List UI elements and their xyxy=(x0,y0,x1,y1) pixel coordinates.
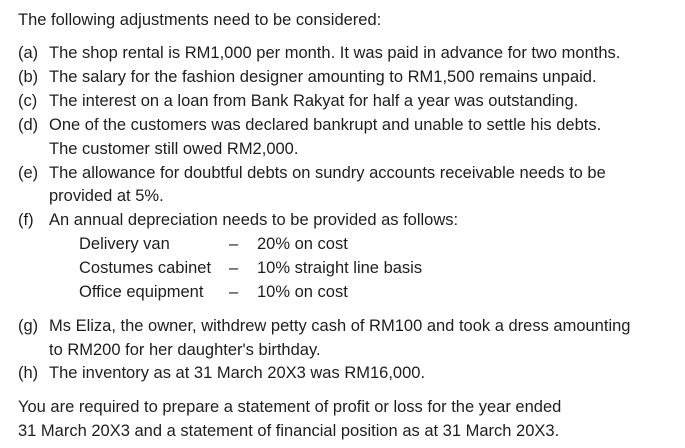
instruction-line: 31 March 20X3 and a statement of financial position as at 31 March 20X3. xyxy=(18,422,560,440)
depreciation-dash: – xyxy=(229,235,239,253)
item-text: The salary for the fashion designer amounting to RM1,500 remains unpaid. xyxy=(49,68,597,86)
item-e xyxy=(18,164,606,183)
item-label: (d) xyxy=(18,116,39,134)
item-text: One of the customers was declared bankrupt and unable to settle his debts. xyxy=(49,116,602,134)
item-a xyxy=(18,44,620,63)
depreciation-row xyxy=(79,259,422,278)
item-d xyxy=(18,116,601,135)
instruction-line: You are required to prepare a statement of profit or loss for the year ended xyxy=(18,398,562,416)
depreciation-rate: 10% straight line basis xyxy=(257,259,423,277)
item-text: The allowance for doubtful debts on sundry accounts receivable needs to be xyxy=(49,164,606,182)
depreciation-rate: 10% on cost xyxy=(257,283,348,301)
item-b xyxy=(18,68,597,87)
item-text: The inventory as at 31 March 20X3 was RM16,000. xyxy=(49,364,426,382)
item-label: (b) xyxy=(18,68,39,86)
item-label: (c) xyxy=(18,92,38,110)
item-f xyxy=(18,211,458,230)
depreciation-row xyxy=(79,283,348,302)
item-text-continuation: provided at 5%. xyxy=(49,187,164,205)
depreciation-row xyxy=(79,235,348,254)
item-c xyxy=(18,92,578,111)
item-text: The interest on a loan from Bank Rakyat for half a year was outstanding. xyxy=(49,92,579,110)
depreciation-dash: – xyxy=(229,259,239,277)
item-label: (h) xyxy=(18,364,39,382)
item-g xyxy=(18,317,630,336)
item-text: Ms Eliza, the owner, withdrew petty cash of RM100 and took a dress amounting xyxy=(49,317,631,335)
item-text-continuation: The customer still owed RM2,000. xyxy=(49,140,299,158)
depreciation-asset: Costumes cabinet xyxy=(79,259,212,277)
item-text: An annual depreciation needs to be provided as follows: xyxy=(49,211,459,229)
item-label: (e) xyxy=(18,164,39,182)
item-text-continuation: to RM200 for her daughter's birthday. xyxy=(49,341,321,359)
item-label: (f) xyxy=(18,211,34,229)
item-label: (a) xyxy=(18,44,39,62)
depreciation-dash: – xyxy=(229,283,239,301)
item-text: The shop rental is RM1,000 per month. It was paid in advance for two months. xyxy=(49,44,621,62)
item-h xyxy=(18,364,425,383)
item-label: (g) xyxy=(18,317,39,335)
depreciation-asset: Office equipment xyxy=(79,283,204,301)
depreciation-rate: 20% on cost xyxy=(257,235,348,253)
depreciation-asset: Delivery van xyxy=(79,235,170,253)
intro-text: The following adjustments need to be considered: xyxy=(18,11,382,29)
